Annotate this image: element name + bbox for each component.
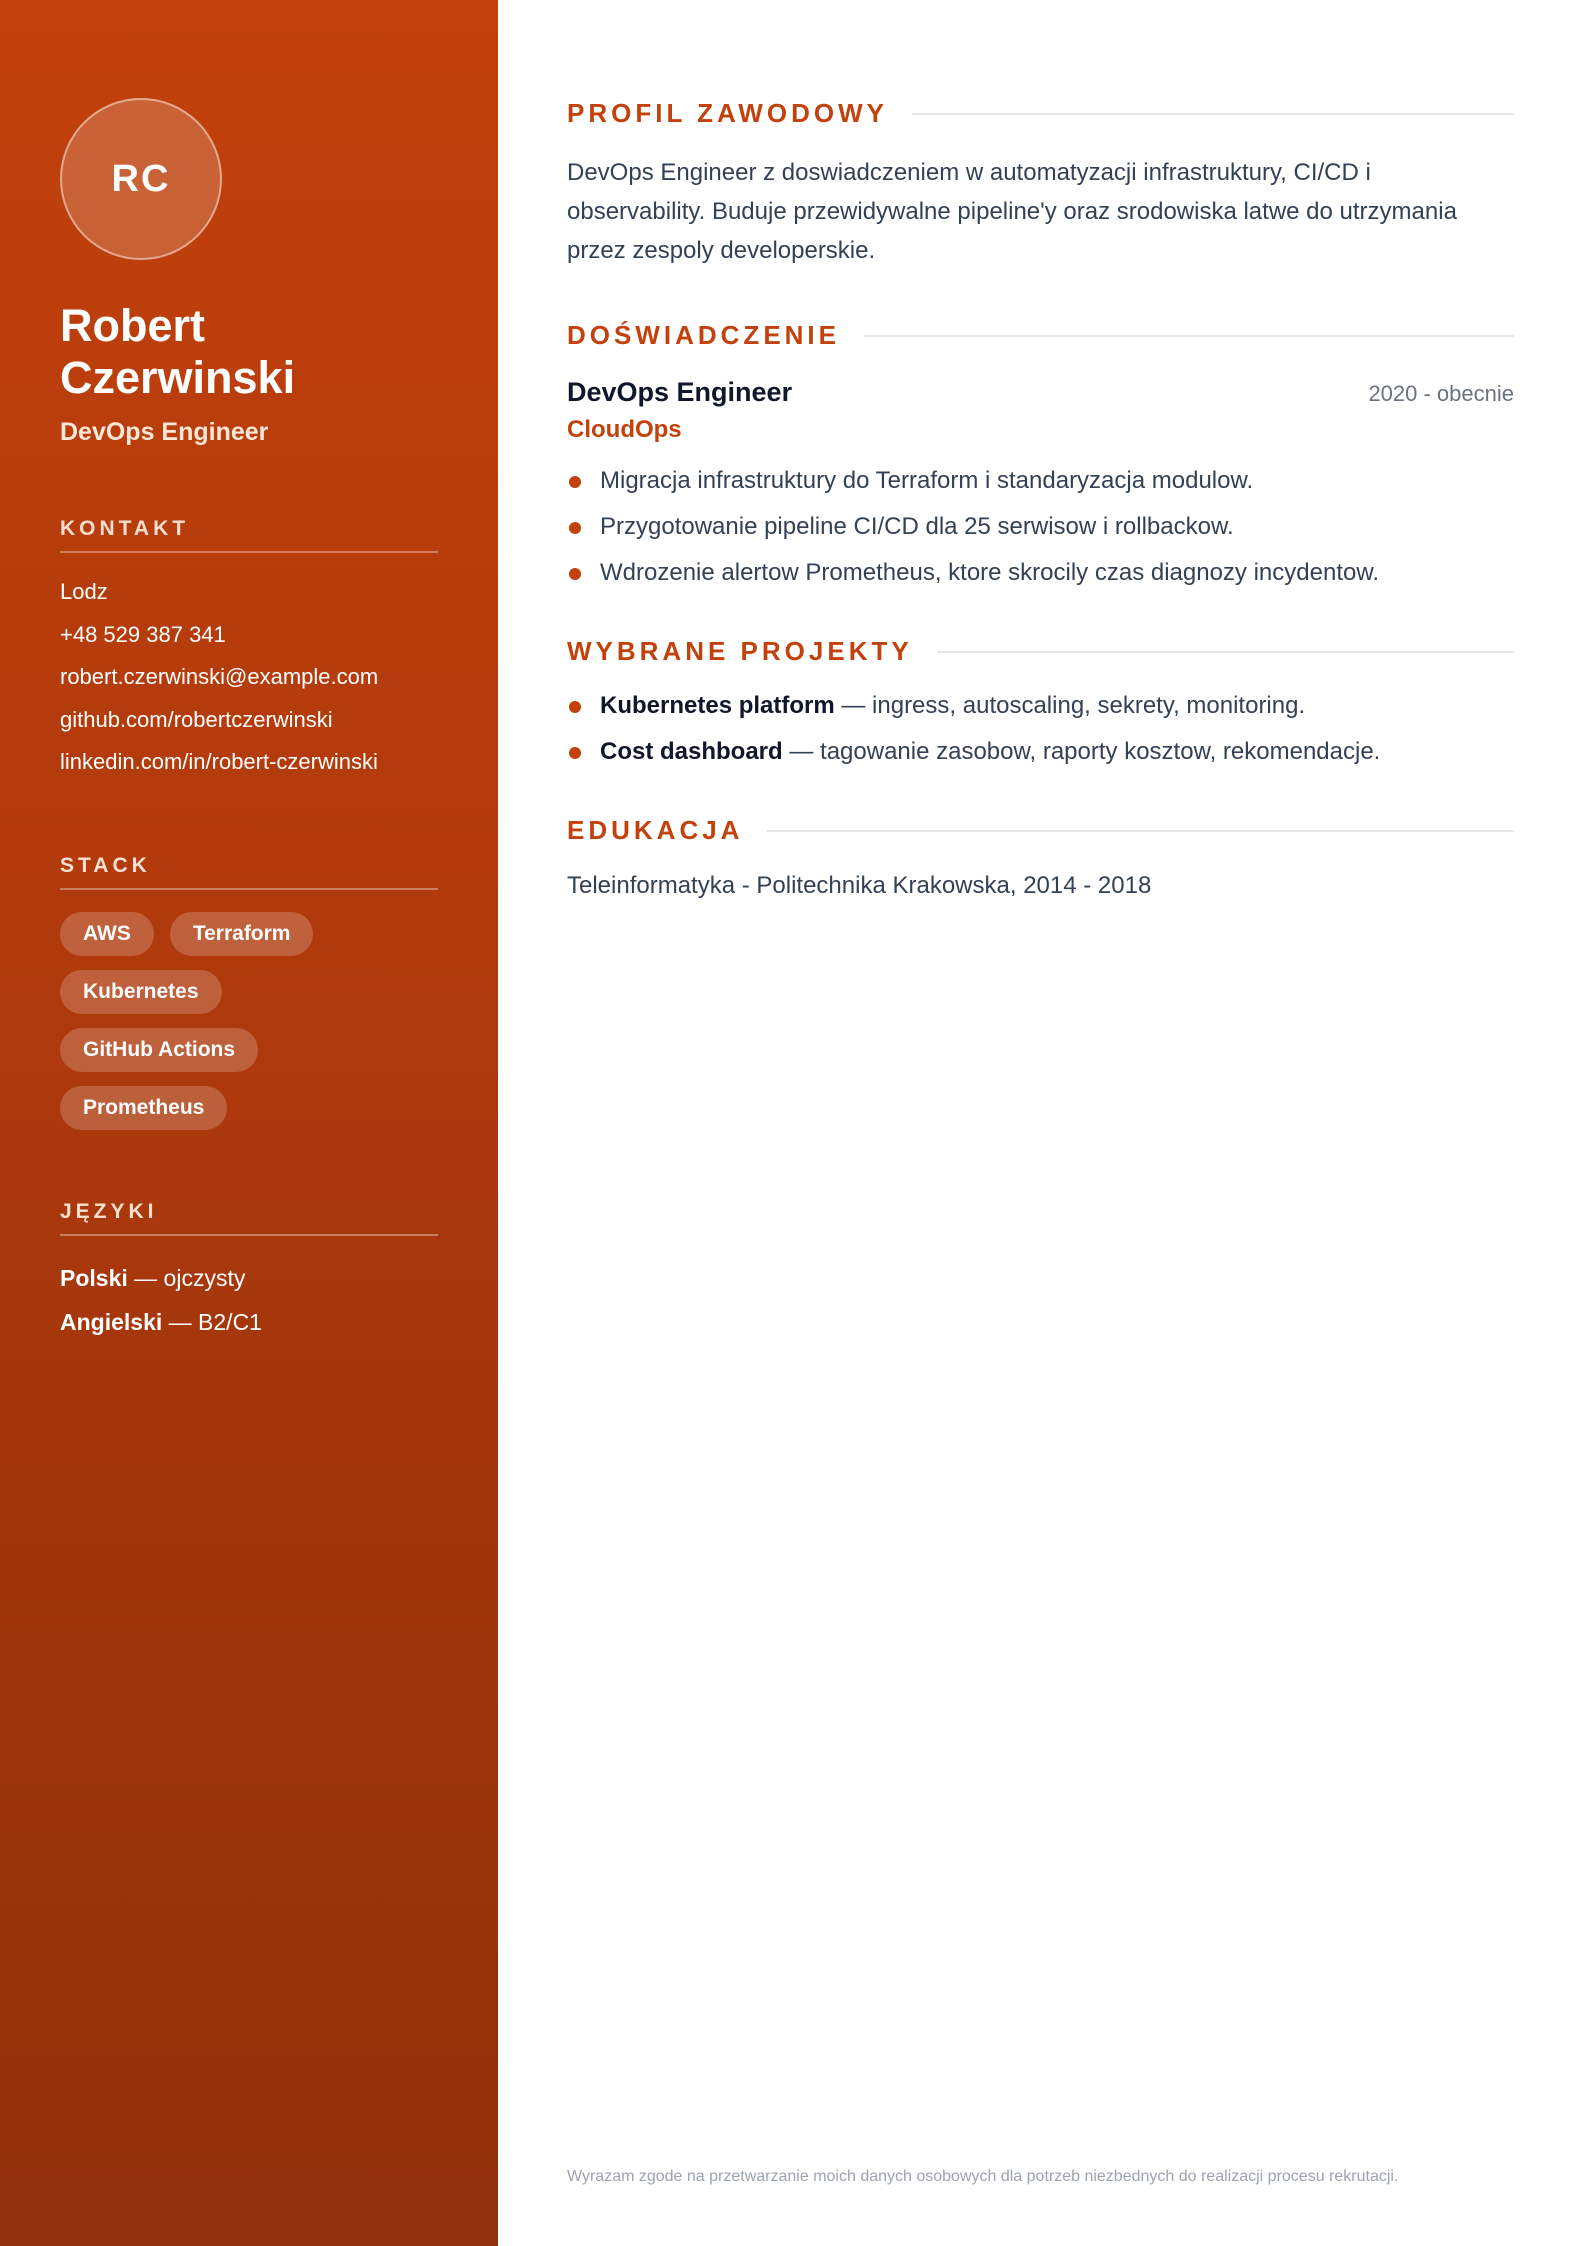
experience-section-header: [567, 320, 1514, 351]
candidate-role: DevOps Engineer: [60, 418, 269, 446]
language-level: — B2/C1: [168, 1308, 262, 1335]
contact-list: [60, 571, 438, 784]
job-dates: 2020 - obecnie: [1368, 381, 1514, 406]
job-company: CloudOps: [567, 416, 682, 443]
list-item: Przygotowanie pipeline CI/CD dla 25 serwisow i rollbackow.: [567, 504, 1514, 550]
stack-section-title: STACK: [60, 854, 438, 890]
section-divider: [864, 335, 1514, 337]
avatar-initials: RC: [111, 157, 171, 200]
education-entry: Teleinformatyka - Politechnika Krakowska, 2014 - 2018: [567, 872, 1152, 899]
sidebar: [0, 0, 498, 2246]
language-name: Polski: [60, 1264, 128, 1291]
projects-list: [567, 683, 1514, 775]
contact-city: Lodz: [60, 579, 108, 604]
stack-tag: Prometheus: [60, 1086, 227, 1130]
profile-section-header: [567, 98, 1514, 129]
section-divider: [937, 651, 1514, 653]
projects-section-header: [567, 636, 1514, 667]
contact-linkedin[interactable]: linkedin.com/in/robert-czerwinski: [60, 749, 378, 774]
contact-section-title: KONTAKT: [60, 517, 438, 553]
stack-tag: AWS: [60, 912, 154, 956]
job-title: DevOps Engineer: [567, 377, 793, 407]
contact-email[interactable]: robert.czerwinski@example.com: [60, 664, 379, 689]
list-item: Kubernetes platform — ingress, autoscaling, sekrety, monitoring.: [567, 683, 1514, 729]
stack-tag: GitHub Actions: [60, 1028, 258, 1072]
list-item: Wdrozenie alertow Prometheus, ktore skrocily czas diagnozy incydentow.: [567, 550, 1514, 596]
section-divider: [912, 113, 1514, 115]
name-last: Czerwinski: [60, 352, 296, 403]
bullet-dot-icon: [569, 522, 581, 534]
job-header: [567, 377, 1514, 408]
projects-section-title: WYBRANE PROJEKTY: [567, 636, 913, 666]
language-item: [60, 1300, 438, 1344]
bullet-dot-icon: [569, 476, 581, 488]
profile-summary: DevOps Engineer z doswiadczeniem w automatyzacji infrastruktury, CI/CD i observability. Buduje przewidywalne pipeline'y oraz srodowiska latwe do utrzymania przez zespoly developerskie.: [567, 159, 1457, 264]
language-item: [60, 1256, 438, 1300]
language-name: Angielski: [60, 1308, 163, 1335]
section-divider: [767, 830, 1514, 832]
bullet-dot-icon: [569, 747, 581, 759]
avatar: [60, 98, 222, 260]
bullet-dot-icon: [569, 568, 581, 580]
gdpr-consent-footer: Wyrazam zgode na przetwarzanie moich danych osobowych dla potrzeb niezbednych do realizacji procesu rekrutacji.: [567, 2168, 1399, 2185]
stack-tag: Kubernetes: [60, 970, 222, 1014]
list-item: Migracja infrastruktury do Terraform i standaryzacja modulow.: [567, 458, 1514, 504]
stack-tag: Terraform: [170, 912, 314, 956]
stack-tags: [60, 912, 360, 1130]
languages-list: [60, 1256, 438, 1344]
contact-phone[interactable]: +48 529 387 341: [60, 621, 226, 647]
main-content: [498, 0, 1588, 2246]
education-section-header: [567, 815, 1514, 846]
candidate-name: [60, 300, 438, 404]
list-item: Cost dashboard — tagowanie zasobow, raporty kosztow, rekomendacje.: [567, 729, 1514, 775]
language-level: — ojczysty: [134, 1264, 246, 1291]
experience-section-title: DOŚWIADCZENIE: [567, 320, 840, 350]
contact-github[interactable]: github.com/robertczerwinski: [60, 706, 333, 732]
education-section-title: EDUKACJA: [567, 815, 744, 845]
bullet-dot-icon: [569, 701, 581, 713]
languages-section-title: JĘZYKI: [60, 1200, 438, 1236]
name-first: Robert: [60, 300, 205, 351]
job-achievements: [567, 458, 1514, 596]
profile-section-title: PROFIL ZAWODOWY: [567, 98, 888, 128]
